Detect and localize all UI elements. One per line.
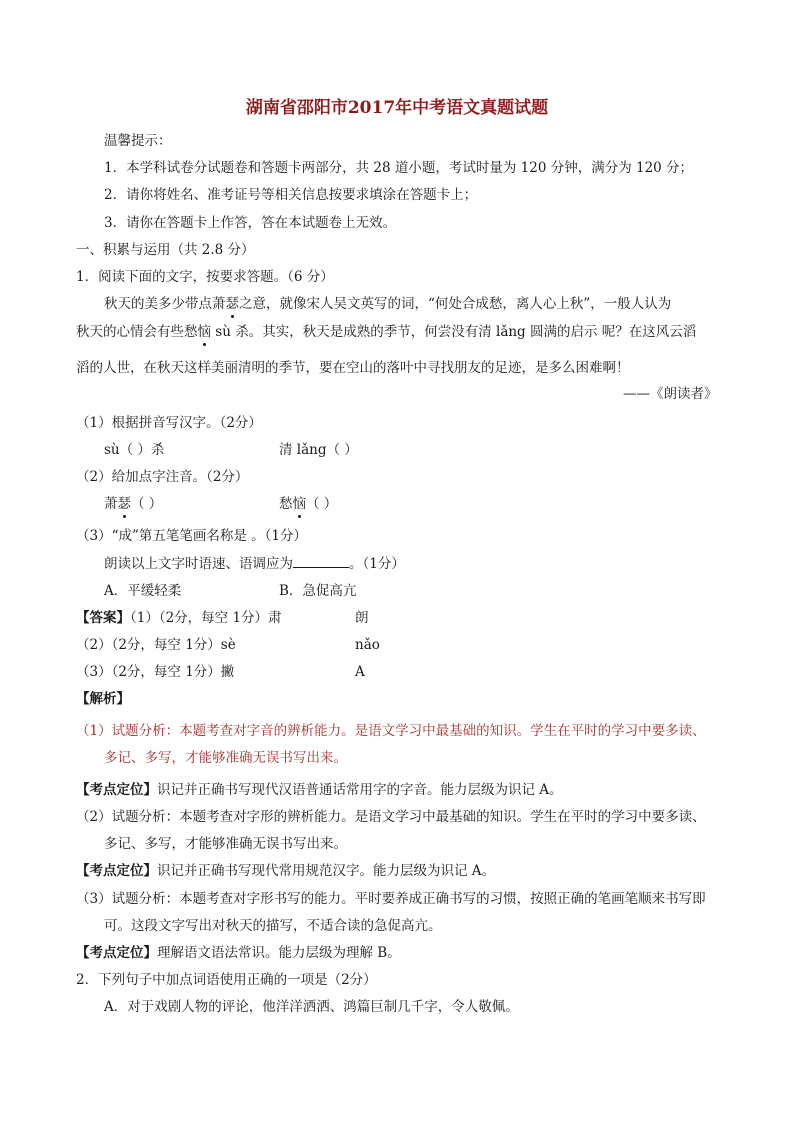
- fill-blank: 清 lǎng（ ）: [279, 442, 358, 458]
- dotted-char: 瑟: [225, 296, 239, 312]
- key-point-line: [76, 862, 495, 880]
- passage-text: 之意，就像宋人吴文英写的词，“何处合成愁，离人心上秋”，一般人认为: [239, 296, 672, 312]
- analysis-text: 多记、多写，才能够准确无误书写出来。: [104, 836, 347, 852]
- answer-line: [76, 609, 282, 627]
- passage-source: ——《朗读者》: [623, 386, 718, 402]
- analysis-text: （3）试题分析：本题考查对字形书写的能力。平时要养成正确书写的习惯，按照正确的笔画笔顺来书写即: [76, 891, 706, 907]
- question-stem: 2．下列句子中加点词语使用正确的一项是（2分）: [76, 972, 377, 988]
- analysis-text: 可。这段文字写出对秋天的描写，不适合读的急促高亢。: [104, 918, 442, 934]
- key-point-label: 【考点定位】: [76, 945, 157, 961]
- answer-value: 朗: [355, 610, 369, 626]
- option-b: B．急促高亢: [279, 583, 357, 599]
- answer-text: （2）（2分，每空 1分）sè: [76, 637, 236, 653]
- section-heading: 一、积累与运用（共 2.8 分）: [76, 242, 255, 258]
- fill-blank: [279, 495, 337, 513]
- passage-text: 秋天的心情会有些愁: [76, 324, 198, 340]
- key-point-label: 【考点定位】: [76, 863, 157, 879]
- sub-question: （3）“成”第五笔笔画名称是 。（1分）: [76, 528, 308, 544]
- answer-blank: [293, 554, 349, 568]
- page-title: 湖南省邵阳市2017年中考语文真题试题: [245, 98, 549, 118]
- blank-paren: （ ）: [306, 496, 338, 512]
- passage-text: 秋天的美多少带点萧: [104, 296, 226, 312]
- dotted-char: 恼: [197, 324, 211, 340]
- passage-line: 滔的人世，在秋天这样美丽清明的季节，要在空山的落叶中寻找朋友的足迹，是多么困难啊！: [76, 360, 630, 376]
- dotted-char: 瑟: [117, 496, 131, 512]
- tip-item: 1．本学科试卷分试题卷和答题卡两部分，共 28 道小题，考试时量为 120 分钟，满分为 120 分；: [104, 160, 694, 176]
- key-point-label: 【考点定位】: [76, 782, 157, 798]
- answer-value: A: [355, 664, 365, 680]
- sub-question: （1）根据拼音写汉字。（2分）: [76, 415, 262, 431]
- analysis-text: 多记、多写，才能够准确无误书写出来。: [104, 750, 347, 766]
- sub-question: （2）给加点字注音。（2分）: [76, 469, 249, 485]
- answer-value: nǎo: [355, 637, 380, 653]
- char: 萧: [104, 496, 118, 512]
- key-point-text: 识记并正确书写现代汉语普通话常用字的字音。能力层级为识记 A。: [157, 782, 563, 798]
- analysis-text: （1）试题分析：本题考查对字音的辨析能力。是语文学习中最基础的知识。学生在平时的学习中要多读、: [76, 723, 706, 739]
- question-text: 。（1分）: [349, 556, 405, 572]
- answer-text: （3）（2分，每空 1分）撇: [76, 664, 235, 680]
- tips-heading: 温馨提示：: [104, 133, 172, 149]
- key-point-line: [76, 781, 563, 799]
- analysis-text: （2）试题分析：本题考查对字形的辨析能力。是语文学习中最基础的知识。学生在平时的学习中要多读、: [76, 809, 706, 825]
- answer-label: 【答案】: [76, 610, 130, 626]
- fill-blank: [104, 495, 162, 513]
- blank-paren: （ ）: [131, 496, 163, 512]
- analysis-heading: 【解析】: [76, 691, 130, 707]
- sub-question: [104, 554, 405, 573]
- analysis-label: [76, 690, 130, 708]
- option-a: A．平缓轻柔: [104, 583, 182, 599]
- question-stem: 1．阅读下面的文字，按要求答题。（6 分）: [76, 269, 334, 285]
- fill-blank: sù（ ）杀: [104, 442, 165, 458]
- passage-line: [76, 323, 696, 341]
- char: 愁: [279, 496, 293, 512]
- key-point-text: 识记并正确书写现代常用规范汉字。能力层级为识记 A。: [157, 863, 496, 879]
- dotted-char: 恼: [292, 496, 306, 512]
- question-text: 朗读以上文字时语速、语调应为: [104, 556, 293, 572]
- option-a: A．对于戏剧人物的评论，他洋洋洒洒、鸿篇巨制几千字，令人敬佩。: [104, 999, 519, 1015]
- answer-text: （1）（2分，每空 1分）肃: [130, 610, 282, 626]
- key-point-line: [76, 944, 401, 962]
- key-point-text: 理解语文语法常识。能力层级为理解 B。: [157, 945, 401, 961]
- tip-item: 2．请你将姓名、准考证号等相关信息按要求填涂在答题卡上；: [104, 187, 478, 203]
- tip-item: 3．请你在答题卡上作答，答在本试题卷上无效。: [104, 215, 397, 231]
- passage-line: [104, 295, 671, 313]
- passage-text: sù 杀。其实，秋天是成熟的季节，何尝没有清 lǎng 圆满的启示 呢？在这风云滔: [211, 324, 697, 340]
